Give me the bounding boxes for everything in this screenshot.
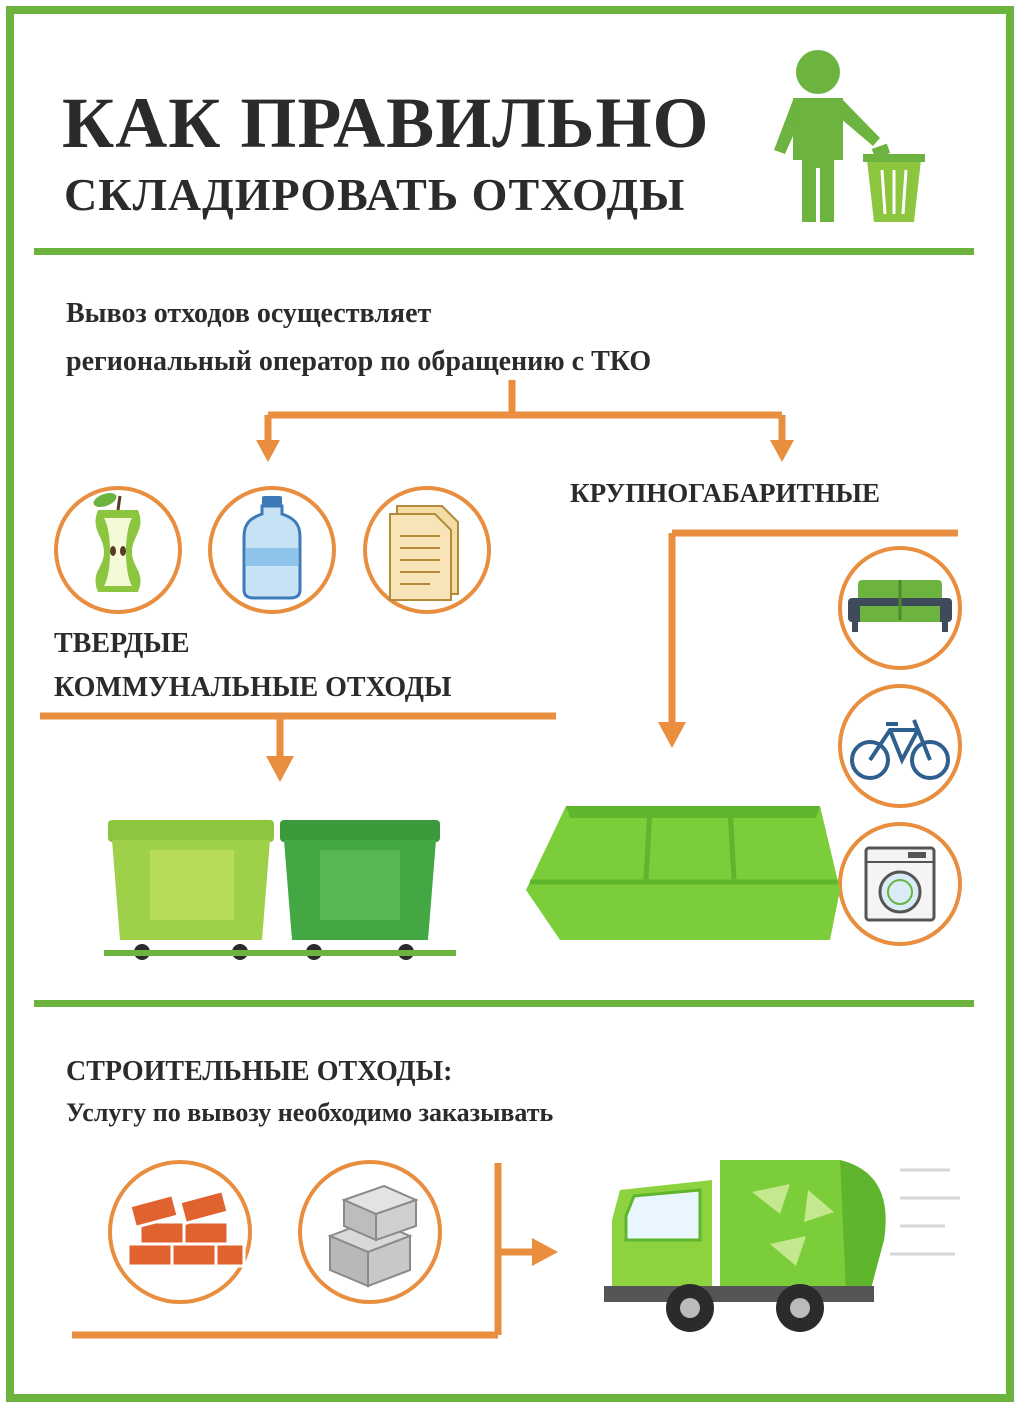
page-title: КАК ПРАВИЛЬНО bbox=[62, 83, 710, 163]
solid-waste-label-line-2: КОММУНАЛЬНЫЕ ОТХОДЫ bbox=[54, 672, 452, 703]
bulky-waste-label: КРУПНОГАБАРИТНЫЕ bbox=[570, 478, 880, 508]
construction-note: Услугу по вывозу необходимо заказывать bbox=[66, 1098, 554, 1127]
solid-waste-label-line-1: ТВЕРДЫЕ bbox=[54, 628, 190, 659]
construction-title: СТРОИТЕЛЬНЫЕ ОТХОДЫ: bbox=[66, 1056, 453, 1087]
intro-line-1: Вывоз отходов осуществляет bbox=[66, 298, 432, 329]
intro-line-2: региональный оператор по обращению с ТКО bbox=[66, 346, 652, 377]
page-subtitle: СКЛАДИРОВАТЬ ОТХОДЫ bbox=[64, 169, 686, 220]
